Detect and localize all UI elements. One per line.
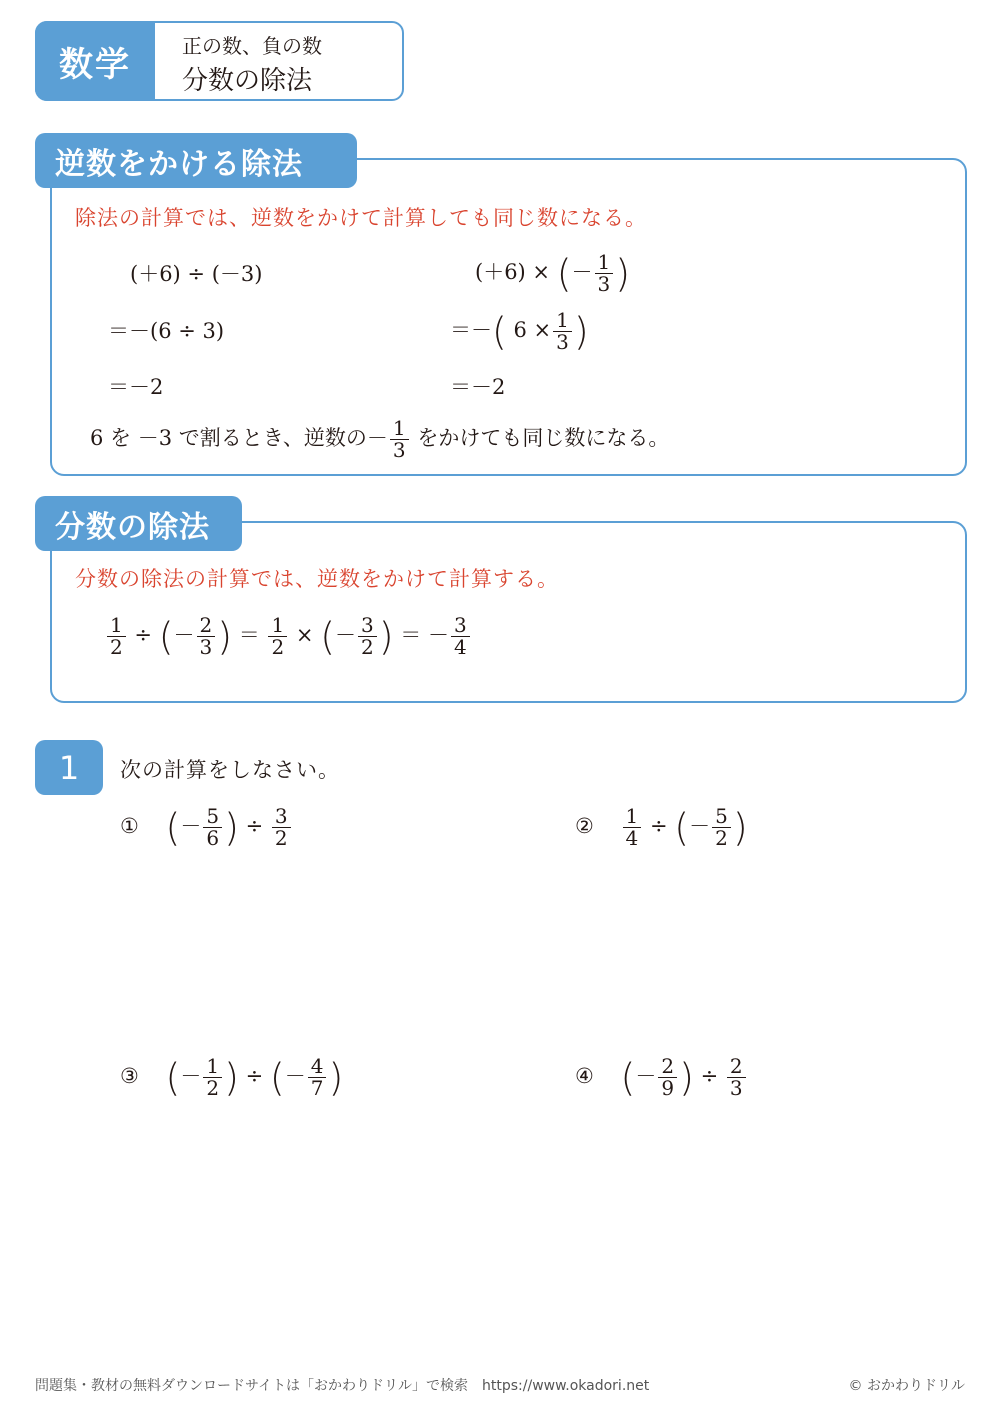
fraction [203, 806, 222, 849]
fraction [107, 615, 126, 658]
right-line2 [450, 310, 589, 353]
numerator: 2 [199, 613, 213, 637]
problem-1 [120, 806, 293, 849]
right-line3: ＝－2 [450, 375, 506, 399]
divide-sign: ÷ [649, 814, 668, 838]
numerator: 5 [715, 804, 728, 828]
denominator: 4 [451, 636, 470, 658]
divide-sign: ÷ [700, 1064, 719, 1088]
numerator: 5 [206, 804, 220, 828]
denominator: 9 [658, 1077, 677, 1099]
denominator: 3 [197, 636, 216, 658]
minus-sign: － [173, 623, 195, 647]
paren-close: ) [573, 309, 589, 354]
fraction [623, 806, 642, 849]
fraction [451, 615, 470, 658]
denominator: 3 [595, 273, 614, 295]
problem-number: ④ [575, 1064, 594, 1088]
minus-sign: － [335, 623, 357, 647]
equals-sign: ＝ [238, 623, 260, 647]
paren-close: ) [615, 251, 631, 296]
divide-sign: ÷ [245, 814, 264, 838]
minus-sign: － [427, 623, 449, 647]
denominator: 4 [623, 827, 642, 849]
denominator: 2 [358, 636, 377, 658]
denominator: 3 [727, 1077, 746, 1099]
paren-open: ( [158, 614, 174, 659]
minus-sign: － [689, 814, 711, 838]
fraction [272, 806, 291, 849]
numerator: 4 [310, 1054, 324, 1078]
fraction [727, 1056, 746, 1099]
section1-rule: 除法の計算では、逆数をかけて計算しても同じ数になる。 [75, 206, 647, 230]
numerator: 1 [556, 308, 569, 332]
paren-open: ( [620, 1055, 636, 1100]
fraction [197, 615, 216, 658]
numerator: 1 [625, 804, 639, 828]
fraction [712, 806, 731, 849]
numerator: 1 [392, 416, 406, 440]
minus-sign: － [635, 1064, 657, 1088]
paren-open: ( [320, 614, 336, 659]
left-line2: ＝－(6 ÷ 3) [108, 319, 225, 343]
paren-close: ) [378, 614, 394, 659]
problem-3 [120, 1056, 343, 1099]
problem-4 [575, 1056, 748, 1099]
paren-open: ( [492, 309, 507, 354]
right-line2-pre: ＝－ [450, 318, 492, 342]
denominator: 2 [107, 636, 126, 658]
left-line1: (＋6) ÷ (－3) [130, 262, 263, 286]
paren-close: ) [217, 614, 233, 659]
numerator: 3 [361, 613, 374, 637]
paren-open: ( [269, 1055, 285, 1100]
fraction [553, 310, 572, 353]
section1-tab: 逆数をかける除法 [35, 133, 357, 188]
minus-sign: － [180, 1064, 202, 1088]
page-title: 分数の除法 [182, 66, 313, 96]
denominator: 3 [553, 331, 572, 353]
paren-close: ) [224, 1055, 239, 1100]
numerator: 3 [274, 804, 288, 828]
numerator: 3 [453, 613, 467, 637]
paren-open: ( [556, 251, 572, 296]
times-sign: × [295, 623, 314, 647]
fraction [658, 1056, 677, 1099]
denominator: 6 [203, 827, 222, 849]
problem-set-badge: 1 [35, 740, 103, 795]
problem-2 [575, 806, 748, 849]
section2-tab: 分数の除法 [35, 496, 242, 551]
numerator: 1 [597, 250, 611, 274]
section2-rule: 分数の除法の計算では、逆数をかけて計算する。 [75, 567, 559, 591]
section2-example [105, 615, 472, 658]
equals-sign: ＝ [400, 623, 422, 647]
denominator: 7 [308, 1077, 327, 1099]
problem-instruction: 次の計算をしなさい。 [120, 758, 340, 782]
problem-number: ③ [120, 1064, 139, 1088]
numerator: 2 [661, 1054, 675, 1078]
left-line3: ＝－2 [108, 375, 164, 399]
minus-sign: － [571, 260, 593, 284]
problem-number: ① [120, 814, 139, 838]
right-line1-pre: (＋6) × [475, 260, 551, 284]
paren-open: ( [165, 1055, 181, 1100]
fraction [390, 418, 409, 461]
right-line2-mid: 6 × [513, 318, 552, 342]
numerator: 1 [271, 613, 285, 637]
paren-open: ( [165, 805, 181, 850]
fraction [358, 615, 377, 658]
fraction [268, 615, 287, 658]
denominator: 3 [390, 439, 409, 461]
numerator: 1 [110, 613, 123, 637]
minus-sign: － [180, 814, 202, 838]
section1-summary [90, 418, 669, 461]
footer-copyright: © おかわりドリル [848, 1378, 965, 1394]
problem-number: ② [575, 814, 594, 838]
right-line1 [475, 252, 630, 295]
numerator: 2 [729, 1054, 743, 1078]
minus-sign: － [284, 1064, 306, 1088]
paren-close: ) [328, 1055, 344, 1100]
paren-open: ( [674, 805, 690, 850]
denominator: 2 [712, 827, 731, 849]
denominator: 2 [268, 636, 287, 658]
summary-pre: 6 を －3 で割るとき、逆数の [90, 426, 367, 450]
denominator: 2 [203, 1077, 222, 1099]
numerator: 1 [206, 1054, 220, 1078]
paren-close: ) [679, 1055, 694, 1100]
minus-sign: － [366, 426, 388, 450]
divide-sign: ÷ [134, 623, 153, 647]
footer-text: 問題集・教材の無料ダウンロードサイトは「おかわりドリル」で検索 https://www.okadori.net [35, 1378, 650, 1394]
paren-close: ) [224, 805, 239, 850]
fraction [595, 252, 614, 295]
divide-sign: ÷ [245, 1064, 264, 1088]
summary-post: をかけても同じ数になる。 [417, 426, 670, 450]
subject-badge: 数学 [35, 21, 155, 101]
fraction [308, 1056, 327, 1099]
paren-close: ) [732, 805, 748, 850]
denominator: 2 [272, 827, 291, 849]
unit-name: 正の数、負の数 [182, 34, 322, 58]
fraction [203, 1056, 222, 1099]
